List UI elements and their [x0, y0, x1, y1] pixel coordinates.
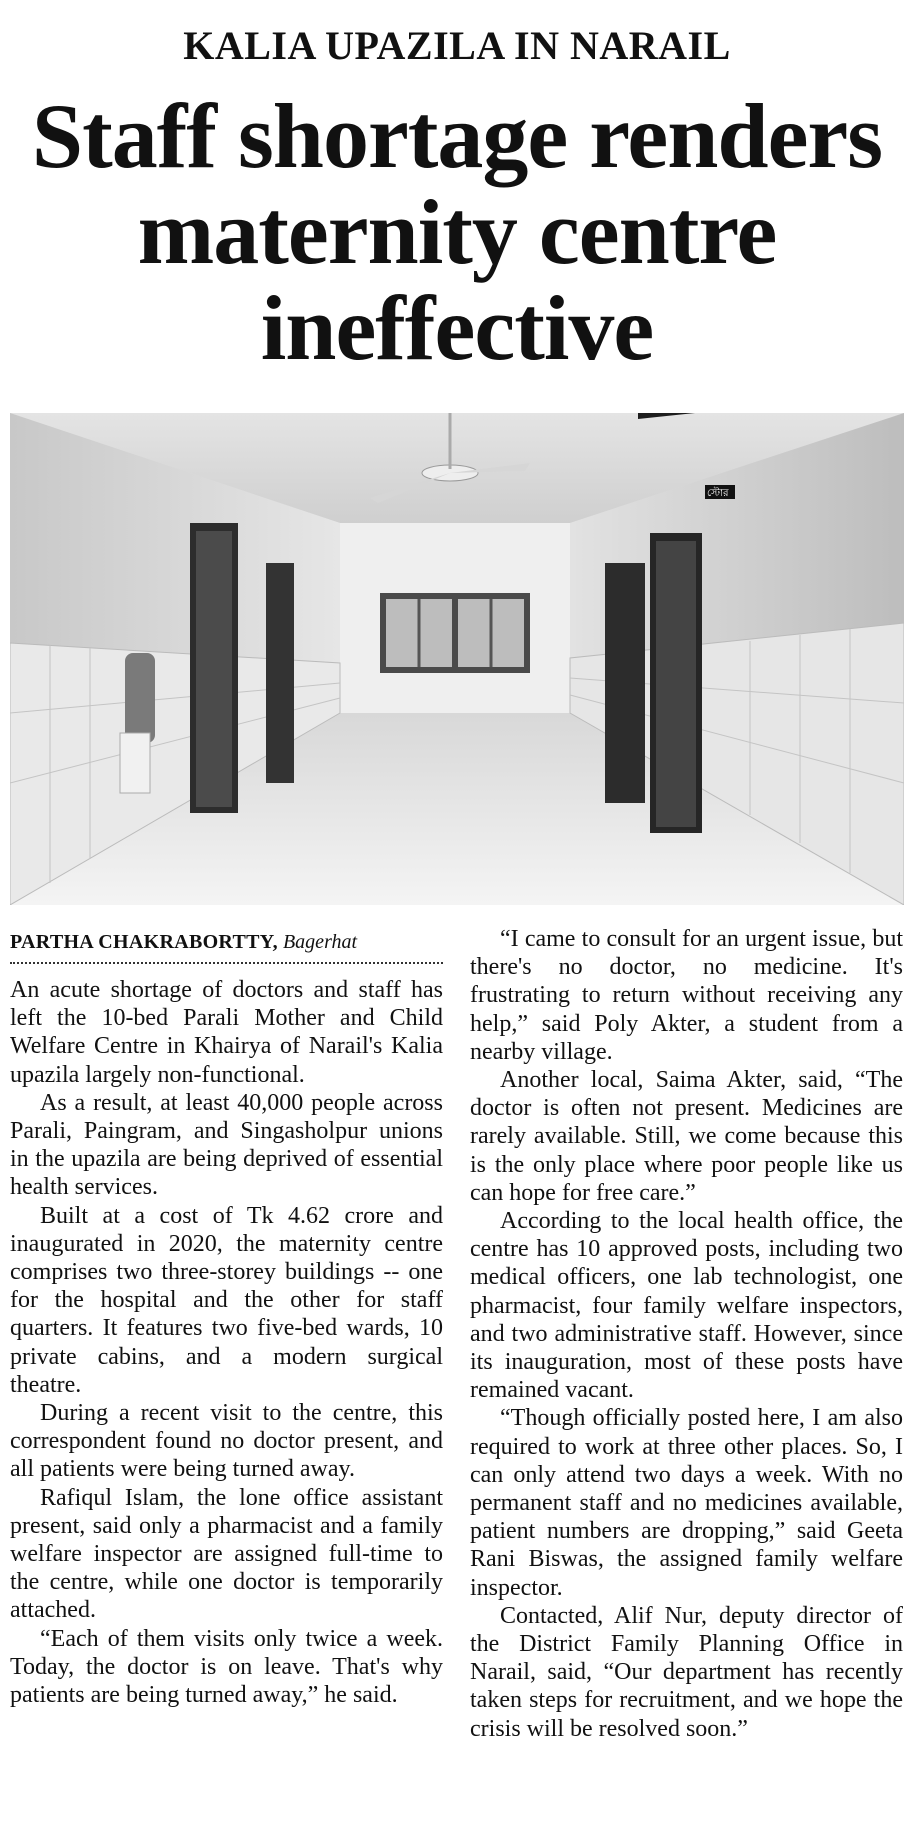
left-column	[10, 930, 443, 1709]
paragraph: Contacted, Alif Nur, deputy director of the District Family Planning Office in Narail, said, “Our department has recently taken steps for recruitment, and we hope the crisis will be resolved soon.”	[470, 1602, 903, 1742]
paragraph: Another local, Saima Akter, said, “The doctor is often not present. Medicines are rarely available. Still, we come because this is the only place where poor people like us can hope for free care.”	[470, 1067, 903, 1206]
paragraph: As a result, at least 40,000 people across Parali, Paingram, and Singasholpur unions in the upazila are being deprived of essential health services.	[10, 1089, 443, 1201]
byline-author: PARTHA CHAKRABORTTY,	[10, 931, 278, 953]
headline: Staff shortage renders maternity centre ineffective	[31, 85, 883, 379]
right-column	[470, 925, 903, 1743]
paragraph: “Each of them visits only twice a week. Today, the doctor is on leave. That's why patients are being turned away,” he said.	[10, 1625, 443, 1709]
byline-location: Bagerhat	[282, 931, 358, 953]
paragraph: An acute shortage of doctors and staff has left the 10-bed Parali Mother and Child Welfare Centre in Khairya of Narail's Kalia upazila largely non-functional.	[10, 977, 443, 1088]
paragraph: “I came to consult for an urgent issue, but there's no doctor, no medicine. It's frustrating to return without receiving any help,” said Poly Akter, a student from a nearby village.	[470, 926, 903, 1065]
hospital-corridor-photo	[10, 413, 904, 905]
article-photo	[10, 413, 904, 905]
kicker: KALIA UPAZILA IN NARAIL	[183, 23, 731, 68]
paragraph: During a recent visit to the centre, this correspondent found no doctor present, and all patients were being turned away.	[10, 1400, 443, 1483]
paragraph: Built at a cost of Tk 4.62 crore and inaugurated in 2020, the maternity centre comprises two three-storey buildings -- one for the hospital and the other for staff quarters. It features two five-bed wards, 10 private cabins, and a modern surgical theatre.	[10, 1202, 443, 1398]
byline	[10, 930, 443, 964]
door-sign-text: স্টোর	[707, 488, 729, 499]
paragraph: According to the local health office, the centre has 10 approved posts, including two medical officers, one lab technologist, one pharmacist, four family welfare inspectors, and two administrative staff. However, since its inauguration, most of these posts have remained vacant.	[470, 1208, 903, 1404]
paragraph: Rafiqul Islam, the lone office assistant present, said only a pharmacist and a family welfare inspector are assigned full-time to the centre, while one doctor is temporarily attached.	[10, 1484, 443, 1624]
paragraph: “Though officially posted here, I am also required to work at three other places. So, I can only attend two days a week. With no permanent staff and no medicines available, patient numbers are dropping,” said Geeta Rani Biswas, the assigned family welfare inspector.	[470, 1405, 903, 1601]
